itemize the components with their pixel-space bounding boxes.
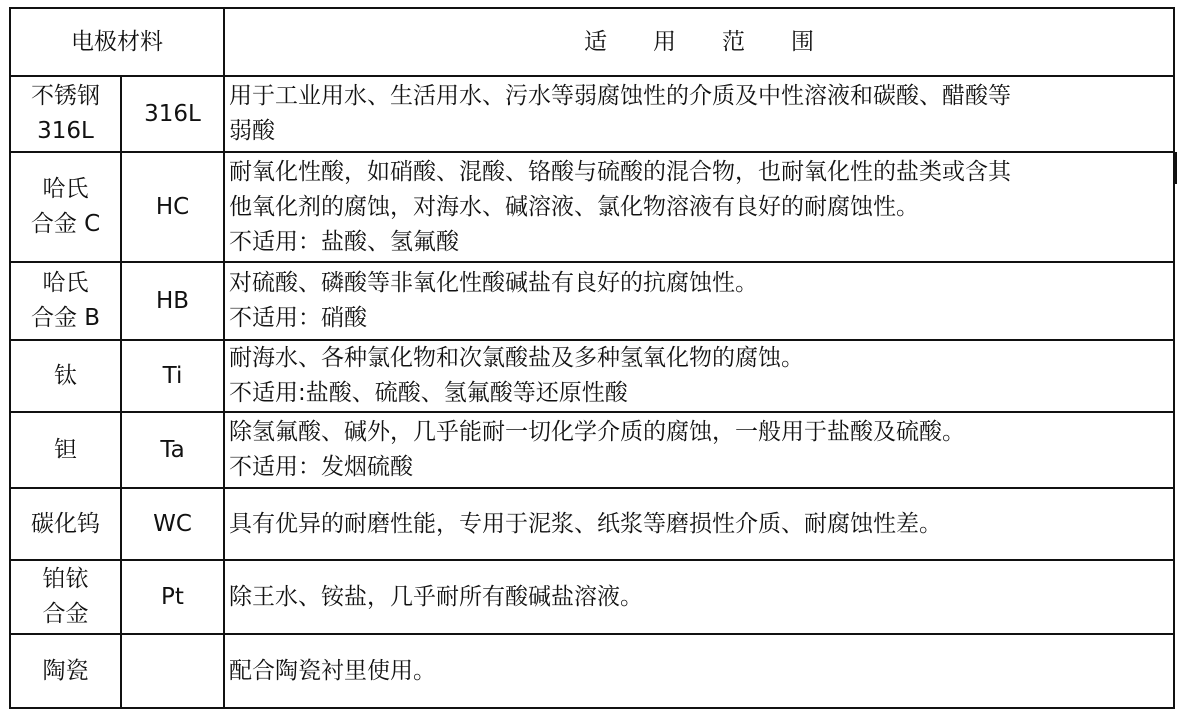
application-text: 不适用：盐酸、氢氟酸 [229,228,459,255]
material-name: 合金 B [30,305,101,331]
material-code: WC [121,488,224,560]
application-text: 耐氧化性酸，如硝酸、混酸、铬酸与硫酸的混合物，也耐氧化性的盐类或含其 [229,158,1011,185]
table-row [10,262,1174,340]
table-row [10,340,1174,412]
application-cell [224,152,1174,262]
header-range: 适 用 范 围 [224,8,1174,76]
application-text: 除王水、铵盐，几乎耐所有酸碱盐溶液。 [229,583,643,610]
application-text: 用于工业用水、生活用水、污水等弱腐蚀性的介质及中性溶液和碳酸、醋酸等 [229,83,1011,109]
material-code: Ti [121,340,224,412]
table-row [10,634,1174,708]
material-name: 合金 C [30,211,101,237]
application-text: 不适用：硝酸 [229,305,367,331]
material-code [121,634,224,708]
application-cell [224,76,1174,152]
material-name-cell [10,560,121,634]
material-code: 316L [121,76,224,152]
table-row [10,560,1174,634]
table-row [10,152,1174,262]
material-name-cell [10,76,121,152]
material-name-cell [10,634,121,708]
application-text: 配合陶瓷衬里使用。 [229,657,436,684]
material-name-cell [10,412,121,488]
material-code: Ta [121,412,224,488]
header-material: 电极材料 [10,8,224,76]
material-name: 不锈钢 [31,83,100,109]
application-text: 弱酸 [229,118,275,144]
application-text: 不适用：发烟硫酸 [229,454,413,480]
application-text: 不适用:盐酸、硫酸、氢氟酸等还原性酸 [229,380,628,406]
electrode-material-table [9,7,1175,709]
table-row [10,488,1174,560]
application-text: 对硫酸、磷酸等非氧化性酸碱盐有良好的抗腐蚀性。 [229,270,758,296]
application-cell [224,340,1174,412]
material-name-cell [10,340,121,412]
material-name: 陶瓷 [42,657,89,684]
application-cell [224,560,1174,634]
application-text: 耐海水、各种氯化物和次氯酸盐及多种氢氧化物的腐蚀。 [229,345,804,371]
application-cell [224,262,1174,340]
edge-mark [1175,152,1177,184]
material-code: Pt [121,560,224,634]
material-name: 316L [37,118,94,144]
material-code: HC [121,152,224,262]
header-row [10,8,1174,76]
application-cell [224,412,1174,488]
application-text: 他氧化剂的腐蚀，对海水、碱溶液、氯化物溶液有良好的耐腐蚀性。 [229,193,919,220]
material-name-cell [10,262,121,340]
material-code: HB [121,262,224,340]
application-cell [224,634,1174,708]
material-name: 碳化钨 [31,510,100,537]
material-name-cell [10,488,121,560]
material-name: 合金 [42,601,89,627]
material-name: 铂铱 [42,566,89,592]
material-name: 哈氏 [42,176,89,202]
material-name: 钽 [54,436,77,463]
table-row [10,412,1174,488]
application-cell [224,488,1174,560]
material-name: 钛 [54,362,77,389]
application-text: 除氢氟酸、碱外，几乎能耐一切化学介质的腐蚀，一般用于盐酸及硫酸。 [229,419,965,445]
table-row [10,76,1174,152]
material-name: 哈氏 [42,270,89,296]
application-text: 具有优异的耐磨性能，专用于泥浆、纸浆等磨损性介质、耐腐蚀性差。 [229,510,942,537]
material-name-cell [10,152,121,262]
